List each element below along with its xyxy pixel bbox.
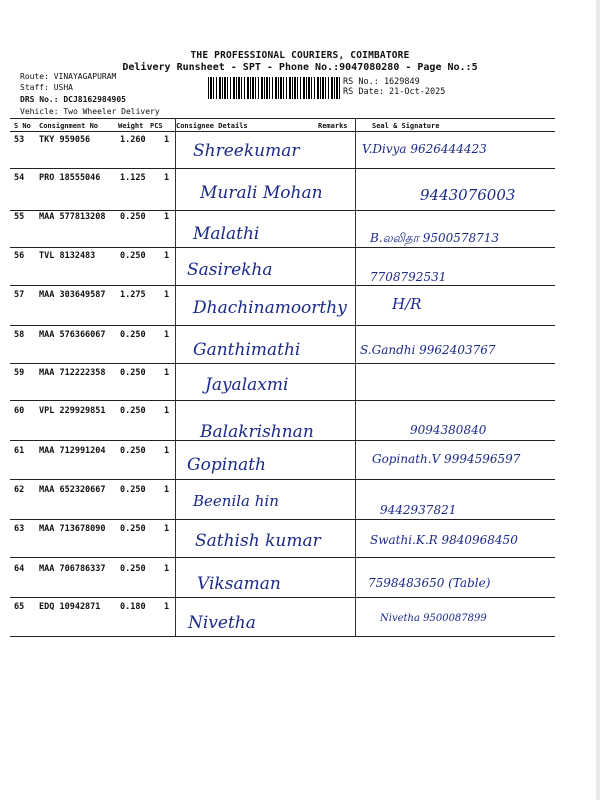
scan-edge	[596, 0, 600, 800]
consignee-name: Jayalaxmi	[205, 375, 289, 395]
row-consignment: MAA 712991204	[39, 446, 106, 456]
row-sno: 64	[14, 564, 25, 574]
row-sno: 56	[14, 251, 25, 261]
consignee-name: Beenila hin	[193, 492, 279, 510]
row-sno: 59	[14, 368, 25, 378]
row-pcs: 1	[164, 485, 170, 495]
row-weight: 0.250	[120, 446, 146, 456]
row-sno: 58	[14, 330, 25, 340]
consignee-name: Sathish kumar	[195, 531, 321, 551]
row-weight: 0.180	[120, 602, 146, 612]
row-pcs: 1	[164, 564, 170, 574]
row-weight: 1.260	[120, 135, 146, 145]
consignee-name: Viksaman	[197, 574, 281, 594]
company-title: THE PROFESSIONAL COURIERS, COIMBATORE	[190, 50, 410, 61]
row-rule	[10, 479, 555, 480]
row-pcs: 1	[164, 368, 170, 378]
row-consignment: TVL 8132483	[39, 251, 96, 261]
col-header-seal: Seal & Signature	[372, 122, 440, 130]
col-header-sno: S No	[14, 122, 31, 130]
row-rule	[10, 210, 555, 211]
row-weight: 0.250	[120, 485, 146, 495]
signature: Nivetha 9500087899	[380, 613, 487, 624]
signature: 7708792531	[370, 270, 447, 284]
row-sno: 63	[14, 524, 25, 534]
signature: 9443076003	[420, 186, 516, 204]
row-consignment: MAA 576366067	[39, 330, 106, 340]
row-pcs: 1	[164, 212, 170, 222]
signature: H/R	[392, 295, 422, 313]
col-header-weight: Weight	[118, 122, 144, 130]
col-header-pcs: PCS	[150, 122, 163, 130]
col-header-remarks: Remarks	[318, 122, 348, 130]
row-consignment: VPL 229929851	[39, 406, 106, 416]
row-weight: 0.250	[120, 406, 146, 416]
row-consignment: MAA 712222358	[39, 368, 106, 378]
row-consignment: PRO 18555046	[39, 173, 101, 183]
consignee-name: Nivetha	[188, 613, 256, 633]
row-consignment: MAA 303649587	[39, 290, 106, 300]
row-rule	[10, 400, 555, 401]
row-pcs: 1	[164, 330, 170, 340]
route-label: Route: VINAYAGAPURAM	[20, 72, 117, 81]
row-sno: 57	[14, 290, 25, 300]
consignee-name: Balakrishnan	[200, 422, 314, 442]
signature: V.Divya 9626444423	[362, 142, 487, 156]
row-sno: 60	[14, 406, 25, 416]
row-rule	[10, 597, 555, 598]
row-sno: 61	[14, 446, 25, 456]
signature: 9442937821	[380, 503, 457, 517]
row-consignment: MAA 713678090	[39, 524, 106, 534]
row-consignment: TKY 959056	[39, 135, 91, 145]
row-rule	[10, 557, 555, 558]
row-sno: 65	[14, 602, 25, 612]
vehicle-label: Vehicle: Two Wheeler Delivery	[20, 107, 160, 116]
row-sno: 53	[14, 135, 25, 145]
signature: B.லலிதா 9500578713	[370, 231, 500, 245]
row-pcs: 1	[164, 524, 170, 534]
signature: Swathi.K.R 9840968450	[370, 533, 518, 547]
staff-label: Staff: USHA	[20, 83, 73, 92]
row-weight: 0.250	[120, 524, 146, 534]
row-sno: 55	[14, 212, 25, 222]
row-pcs: 1	[164, 290, 170, 300]
row-pcs: 1	[164, 602, 170, 612]
drs-number: DRS No.: DCJ8162984905	[20, 95, 126, 104]
row-rule	[10, 247, 555, 248]
row-consignment: MAA 577813208	[39, 212, 106, 222]
signature: S.Gandhi 9962403767	[360, 343, 496, 357]
rs-date: RS Date: 21-Oct-2025	[343, 87, 446, 97]
rs-number: RS No.: 1629849	[343, 77, 420, 87]
consignee-name: Gopinath	[187, 455, 266, 475]
consignee-name: Murali Mohan	[200, 183, 323, 203]
consignee-name: Ganthimathi	[193, 340, 301, 360]
row-weight: 0.250	[120, 330, 146, 340]
row-rule	[10, 519, 555, 520]
col-header-consignment: Consignment No	[39, 122, 99, 130]
row-weight: 0.250	[120, 368, 146, 378]
row-weight: 0.250	[120, 251, 146, 261]
row-sno: 62	[14, 485, 25, 495]
row-consignment: MAA 706786337	[39, 564, 106, 574]
row-consignment: EDQ 10942871	[39, 602, 101, 612]
row-rule	[10, 325, 555, 326]
signature: Gopinath.V 9994596597	[372, 452, 521, 466]
barcode	[208, 77, 340, 99]
signature: 7598483650 (Table)	[368, 576, 491, 590]
row-rule	[10, 168, 555, 169]
consignee-name: Shreekumar	[193, 141, 300, 161]
col-header-consignee: Consignee Details	[176, 122, 248, 130]
consignee-name: Malathi	[193, 224, 260, 244]
row-consignment: MAA 652320667	[39, 485, 106, 495]
row-weight: 1.125	[120, 173, 146, 183]
row-pcs: 1	[164, 251, 170, 261]
row-pcs: 1	[164, 135, 170, 145]
col-divider-seal	[355, 118, 356, 636]
col-divider-consignee	[175, 118, 176, 636]
table-header-rule	[10, 131, 555, 132]
row-pcs: 1	[164, 173, 170, 183]
row-sno: 54	[14, 173, 25, 183]
row-rule	[10, 636, 555, 637]
table-top-rule	[10, 118, 555, 119]
consignee-name: Sasirekha	[187, 260, 273, 280]
runsheet-subtitle: Delivery Runsheet - SPT - Phone No.:9047080280 - Page No.:5	[122, 62, 478, 73]
row-weight: 0.250	[120, 564, 146, 574]
row-weight: 1.275	[120, 290, 146, 300]
row-rule	[10, 363, 555, 364]
row-rule	[10, 285, 555, 286]
row-pcs: 1	[164, 446, 170, 456]
consignee-name: Dhachinamoorthy	[193, 298, 347, 318]
signature: 9094380840	[410, 423, 487, 437]
row-pcs: 1	[164, 406, 170, 416]
row-weight: 0.250	[120, 212, 146, 222]
